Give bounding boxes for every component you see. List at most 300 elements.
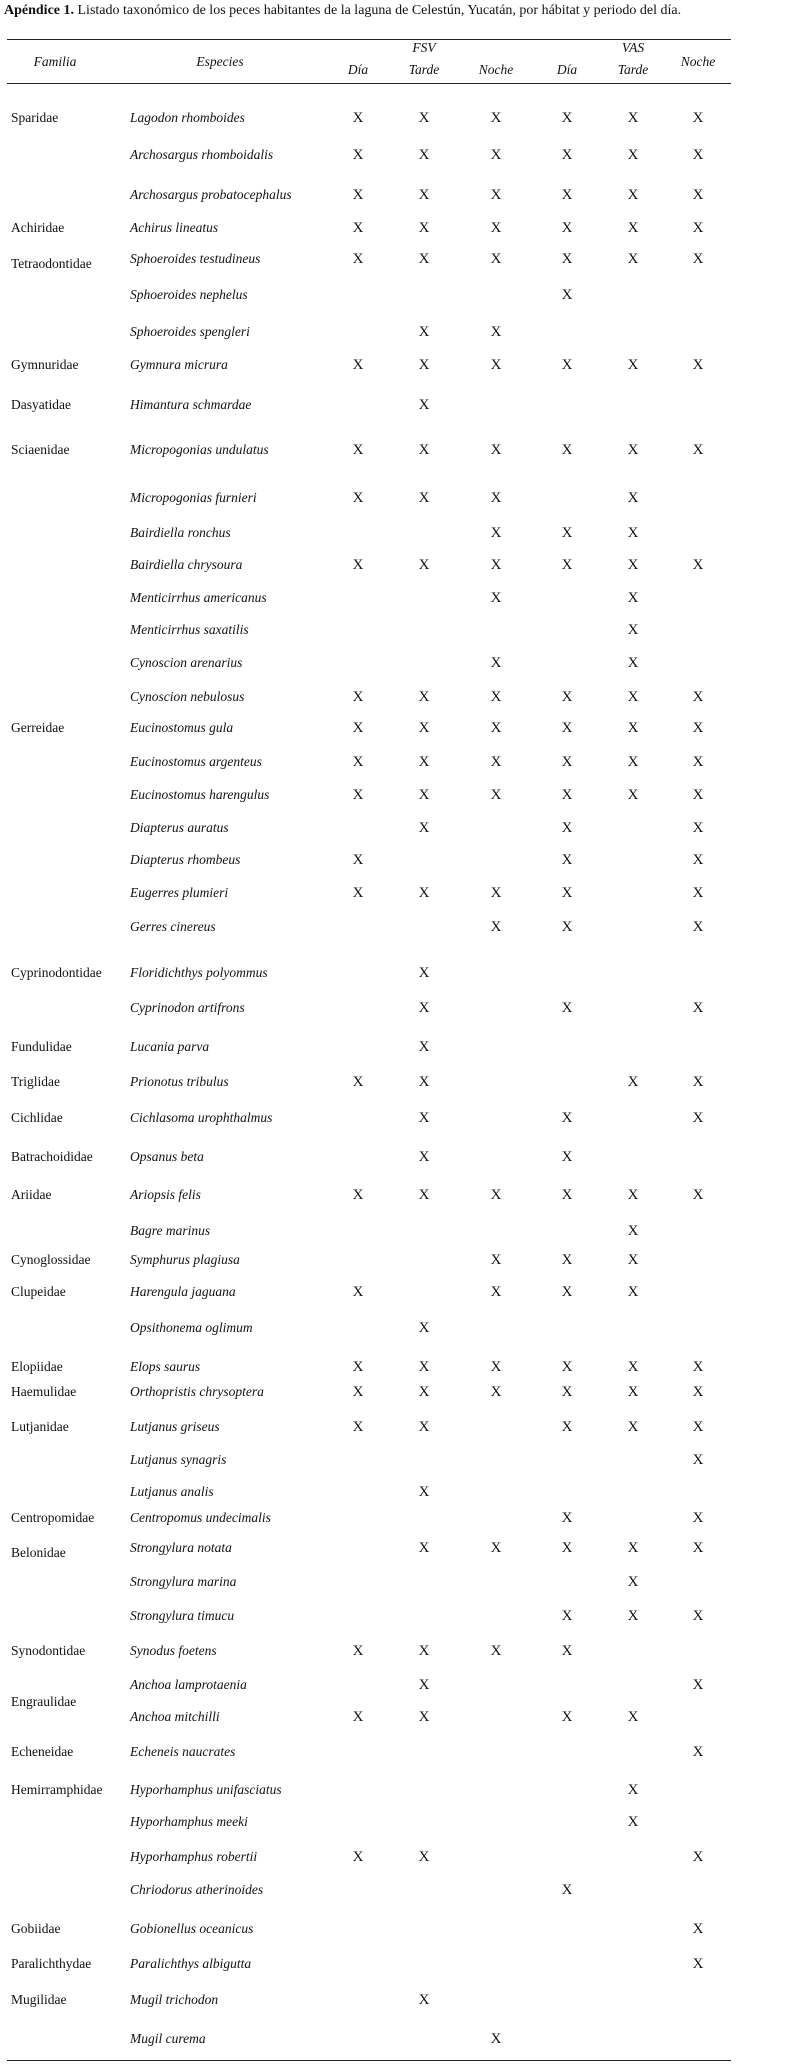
presence-mark-fsv-dia: X [352, 1709, 364, 1725]
presence-mark-vas-noche: X [692, 754, 704, 770]
table-row [0, 963, 788, 983]
species-cell: Diapterus auratus [130, 820, 229, 835]
presence-mark-fsv-tarde: X [418, 1992, 430, 2008]
presence-mark-fsv-dia: X [352, 220, 364, 236]
presence-mark-vas-tarde: X [627, 1252, 639, 1268]
species-cell: Hyporhamphus robertii [130, 1849, 258, 1864]
presence-mark-fsv-tarde: X [418, 1419, 430, 1435]
presence-mark-vas-noche: X [692, 357, 704, 373]
species-cell: Eucinostomus harengulus [130, 787, 270, 802]
table-row [0, 850, 788, 870]
family-cell: Lutjanidae [11, 1419, 69, 1434]
presence-mark-fsv-noche: X [490, 655, 502, 671]
presence-mark-vas-dia: X [561, 1110, 573, 1126]
table-row [0, 1990, 788, 2010]
table-row [0, 1108, 788, 1128]
table-row [0, 218, 788, 238]
presence-mark-fsv-tarde: X [418, 1149, 430, 1165]
species-cell: Ariopsis felis [130, 1187, 201, 1202]
presence-mark-fsv-dia: X [352, 689, 364, 705]
species-cell: Bairdiella chrysoura [130, 557, 243, 572]
presence-mark-fsv-tarde: X [418, 147, 430, 163]
table-row [0, 1606, 788, 1626]
presence-mark-vas-tarde: X [627, 147, 639, 163]
presence-mark-vas-dia: X [561, 1187, 573, 1203]
presence-mark-vas-noche: X [692, 110, 704, 126]
presence-mark-fsv-noche: X [490, 442, 502, 458]
species-cell: Opsanus beta [130, 1149, 204, 1164]
table-row [0, 1417, 788, 1437]
presence-mark-fsv-noche: X [490, 251, 502, 267]
header-rule [7, 83, 731, 84]
presence-mark-fsv-tarde: X [418, 557, 430, 573]
presence-mark-fsv-noche: X [490, 357, 502, 373]
presence-mark-fsv-tarde: X [418, 1110, 430, 1126]
table-row [0, 687, 788, 707]
presence-mark-vas-noche: X [692, 1540, 704, 1556]
presence-mark-vas-dia: X [561, 357, 573, 373]
table-row [0, 185, 788, 205]
species-cell: Bagre marinus [130, 1223, 211, 1238]
species-cell: Sphoeroides nephelus [130, 287, 248, 302]
table-row [0, 1450, 788, 1470]
presence-mark-vas-tarde: X [627, 754, 639, 770]
species-cell: Archosargus probatocephalus [130, 187, 292, 202]
species-cell: Lutjanus analis [130, 1484, 214, 1499]
presence-mark-fsv-noche: X [490, 787, 502, 803]
species-cell: Hyporhamphus meeki [130, 1814, 248, 1829]
species-cell: Achirus lineatus [130, 220, 219, 235]
table-row [0, 718, 788, 738]
presence-mark-vas-tarde: X [627, 110, 639, 126]
presence-mark-vas-noche: X [692, 1677, 704, 1693]
presence-mark-vas-noche: X [692, 1000, 704, 1016]
presence-mark-fsv-noche: X [490, 720, 502, 736]
presence-mark-vas-tarde: X [627, 689, 639, 705]
presence-mark-fsv-noche: X [490, 2031, 502, 2047]
presence-mark-vas-noche: X [692, 220, 704, 236]
presence-mark-fsv-tarde: X [418, 357, 430, 373]
table-row [0, 998, 788, 1018]
presence-mark-fsv-tarde: X [418, 820, 430, 836]
table-row [0, 2029, 788, 2049]
header-especies: Especies [196, 54, 244, 69]
presence-mark-vas-noche: X [692, 1187, 704, 1203]
presence-mark-vas-noche: X [692, 1849, 704, 1865]
table-row [0, 1641, 788, 1661]
family-cell: Dasyatidae [11, 397, 71, 412]
table-row [0, 1508, 788, 1528]
header-group-fsv: FSV [412, 40, 436, 55]
table-row [0, 1742, 788, 1762]
presence-mark-fsv-noche: X [490, 220, 502, 236]
presence-mark-vas-tarde: X [627, 251, 639, 267]
presence-mark-fsv-noche: X [490, 1252, 502, 1268]
table-row [0, 1572, 788, 1592]
presence-mark-vas-tarde: X [627, 557, 639, 573]
presence-mark-vas-noche: X [692, 1921, 704, 1937]
presence-mark-vas-dia: X [561, 1359, 573, 1375]
presence-mark-fsv-dia: X [352, 110, 364, 126]
presence-mark-vas-tarde: X [627, 1284, 639, 1300]
presence-mark-vas-dia: X [561, 251, 573, 267]
table-row [0, 1880, 788, 1900]
presence-mark-fsv-tarde: X [418, 1677, 430, 1693]
presence-mark-fsv-noche: X [490, 1284, 502, 1300]
presence-mark-fsv-tarde: X [418, 1484, 430, 1500]
presence-mark-vas-noche: X [692, 1452, 704, 1468]
family-cell: Engraulidae [11, 1694, 77, 1709]
header-vas-noche: Noche [680, 54, 716, 69]
species-cell: Diapterus rhombeus [130, 852, 241, 867]
table-row [0, 1282, 788, 1302]
presence-mark-fsv-tarde: X [418, 1039, 430, 1055]
presence-mark-fsv-dia: X [352, 1187, 364, 1203]
table-row [0, 1675, 788, 1709]
family-cell: Ariidae [11, 1187, 52, 1202]
table-row [0, 1482, 788, 1502]
species-cell: Strongylura timucu [130, 1608, 235, 1623]
presence-mark-fsv-tarde: X [418, 1849, 430, 1865]
species-cell: Anchoa lamprotaenia [130, 1677, 247, 1692]
presence-mark-vas-noche: X [692, 187, 704, 203]
species-cell: Sphoeroides spengleri [130, 324, 250, 339]
presence-mark-vas-dia: X [561, 919, 573, 935]
table-row [0, 1318, 788, 1338]
presence-mark-fsv-noche: X [490, 110, 502, 126]
presence-mark-vas-tarde: X [627, 1419, 639, 1435]
table-row [0, 1221, 788, 1241]
presence-mark-vas-noche: X [692, 919, 704, 935]
species-cell: Gymnura micrura [130, 357, 228, 372]
family-cell: Sciaenidae [11, 442, 70, 457]
family-cell: Centropomidae [11, 1510, 95, 1525]
header-fsv-noche: Noche [478, 62, 514, 77]
table-row [0, 523, 788, 543]
presence-mark-fsv-tarde: X [418, 110, 430, 126]
presence-mark-vas-noche: X [692, 557, 704, 573]
table-row [0, 1072, 788, 1092]
presence-mark-vas-tarde: X [627, 525, 639, 541]
presence-mark-fsv-tarde: X [418, 1074, 430, 1090]
table-row [0, 588, 788, 608]
presence-mark-fsv-tarde: X [418, 965, 430, 981]
presence-mark-vas-dia: X [561, 287, 573, 303]
table-row [0, 1812, 788, 1832]
family-cell: Synodontidae [11, 1643, 86, 1658]
presence-mark-fsv-dia: X [352, 1359, 364, 1375]
table-row [0, 145, 788, 165]
family-cell: Cyprinodontidae [11, 965, 102, 980]
species-cell: Echeneis naucrates [130, 1744, 236, 1759]
presence-mark-vas-dia: X [561, 1419, 573, 1435]
family-cell: Belonidae [11, 1545, 66, 1560]
table-row [0, 653, 788, 673]
presence-mark-vas-tarde: X [627, 1384, 639, 1400]
species-cell: Eucinostomus argenteus [130, 754, 262, 769]
presence-mark-vas-dia: X [561, 820, 573, 836]
presence-mark-fsv-tarde: X [418, 1384, 430, 1400]
presence-mark-fsv-tarde: X [418, 787, 430, 803]
presence-mark-vas-noche: X [692, 787, 704, 803]
species-cell: Elops saurus [130, 1359, 201, 1374]
header-familia: Familia [33, 54, 77, 69]
header-group-vas: VAS [621, 40, 645, 55]
table-row [0, 355, 788, 375]
presence-mark-vas-tarde: X [627, 490, 639, 506]
species-cell: Cynoscion arenarius [130, 655, 243, 670]
species-cell: Synodus foetens [130, 1643, 217, 1658]
presence-mark-fsv-tarde: X [418, 689, 430, 705]
family-cell: Gymnuridae [11, 357, 79, 372]
table-row [0, 322, 788, 342]
presence-mark-fsv-noche: X [490, 147, 502, 163]
family-cell: Mugilidae [11, 1992, 67, 2007]
presence-mark-fsv-noche: X [490, 1540, 502, 1556]
presence-mark-vas-tarde: X [627, 1709, 639, 1725]
species-cell: Archosargus rhomboidalis [130, 147, 274, 162]
table-row [0, 440, 788, 460]
table-caption [4, 3, 681, 19]
presence-mark-vas-dia: X [561, 787, 573, 803]
presence-mark-vas-dia: X [561, 187, 573, 203]
species-cell: Micropogonias furnieri [130, 490, 257, 505]
species-cell: Menticirrhus saxatilis [130, 622, 249, 637]
presence-mark-vas-tarde: X [627, 187, 639, 203]
species-cell: Gerres cinereus [130, 919, 216, 934]
presence-mark-fsv-tarde: X [418, 885, 430, 901]
presence-mark-vas-dia: X [561, 442, 573, 458]
table-row [0, 285, 788, 305]
presence-mark-vas-dia: X [561, 220, 573, 236]
table-row [0, 1954, 788, 1974]
presence-mark-vas-noche: X [692, 885, 704, 901]
presence-mark-vas-dia: X [561, 1709, 573, 1725]
presence-mark-fsv-tarde: X [418, 397, 430, 413]
species-cell: Lutjanus griseus [130, 1419, 220, 1434]
species-cell: Harengula jaguana [130, 1284, 236, 1299]
presence-mark-fsv-noche: X [490, 885, 502, 901]
table-row [0, 395, 788, 415]
species-cell: Hyporhamphus unifasciatus [130, 1782, 282, 1797]
presence-mark-fsv-dia: X [352, 885, 364, 901]
presence-mark-vas-tarde: X [627, 1608, 639, 1624]
presence-mark-vas-noche: X [692, 1956, 704, 1972]
family-cell: Cichlidae [11, 1110, 63, 1125]
presence-mark-vas-tarde: X [627, 357, 639, 373]
presence-mark-vas-noche: X [692, 1419, 704, 1435]
species-cell: Anchoa mitchilli [130, 1709, 220, 1724]
presence-mark-vas-dia: X [561, 720, 573, 736]
table-row [0, 1780, 788, 1800]
species-cell: Micropogonias undulatus [130, 442, 269, 457]
presence-mark-vas-dia: X [561, 557, 573, 573]
family-cell: Elopiidae [11, 1359, 63, 1374]
presence-mark-vas-tarde: X [627, 655, 639, 671]
presence-mark-fsv-tarde: X [418, 442, 430, 458]
caption-text: Listado taxonómico de los peces habitantes de la laguna de Celestún, Yucatán, por hábitat y periodo del día. [74, 3, 682, 18]
presence-mark-fsv-dia: X [352, 187, 364, 203]
presence-mark-vas-tarde: X [627, 1814, 639, 1830]
presence-mark-fsv-tarde: X [418, 1320, 430, 1336]
presence-mark-vas-dia: X [561, 852, 573, 868]
presence-mark-vas-dia: X [561, 1149, 573, 1165]
presence-mark-vas-dia: X [561, 525, 573, 541]
species-cell: Lutjanus synagris [130, 1452, 227, 1467]
species-cell: Strongylura marina [130, 1574, 237, 1589]
presence-mark-fsv-dia: X [352, 1384, 364, 1400]
species-cell: Eugerres plumieri [130, 885, 229, 900]
species-cell: Mugil trichodon [130, 1992, 219, 2007]
presence-mark-vas-dia: X [561, 1608, 573, 1624]
species-cell: Lucania parva [130, 1039, 210, 1054]
table-row [0, 108, 788, 128]
family-cell: Paralichthydae [11, 1956, 92, 1971]
presence-mark-fsv-dia: X [352, 754, 364, 770]
table-row [0, 1250, 788, 1270]
presence-mark-vas-tarde: X [627, 1782, 639, 1798]
presence-mark-vas-tarde: X [627, 590, 639, 606]
presence-mark-vas-noche: X [692, 1744, 704, 1760]
presence-mark-fsv-dia: X [352, 1643, 364, 1659]
presence-mark-vas-tarde: X [627, 720, 639, 736]
presence-mark-vas-noche: X [692, 1608, 704, 1624]
presence-mark-vas-dia: X [561, 1540, 573, 1556]
species-cell: Eucinostomus gula [130, 720, 234, 735]
presence-mark-vas-noche: X [692, 852, 704, 868]
table-row [0, 1847, 788, 1867]
presence-mark-vas-dia: X [561, 1882, 573, 1898]
table-row [0, 1919, 788, 1939]
species-cell: Sphoeroides testudineus [130, 251, 261, 266]
species-cell: Himantura schmardae [130, 397, 252, 412]
table-row [0, 883, 788, 903]
presence-mark-fsv-noche: X [490, 1384, 502, 1400]
species-cell: Symphurus plagiusa [130, 1252, 240, 1267]
presence-mark-fsv-tarde: X [418, 1643, 430, 1659]
species-cell: Strongylura notata [130, 1540, 232, 1555]
table-row [0, 1538, 788, 1558]
family-cell: Gobiidae [11, 1921, 61, 1936]
presence-mark-fsv-noche: X [490, 490, 502, 506]
presence-mark-vas-noche: X [692, 820, 704, 836]
family-cell: Gerreidae [11, 720, 65, 735]
presence-mark-fsv-tarde: X [418, 1000, 430, 1016]
presence-mark-fsv-tarde: X [418, 754, 430, 770]
species-cell: Cynoscion nebulosus [130, 689, 245, 704]
family-cell: Haemulidae [11, 1384, 77, 1399]
presence-mark-fsv-tarde: X [418, 490, 430, 506]
species-cell: Centropomus undecimalis [130, 1510, 271, 1525]
presence-mark-fsv-noche: X [490, 919, 502, 935]
presence-mark-fsv-noche: X [490, 1643, 502, 1659]
presence-mark-vas-dia: X [561, 1252, 573, 1268]
family-cell: Cynoglossidae [11, 1252, 91, 1267]
presence-mark-vas-noche: X [692, 1074, 704, 1090]
presence-mark-fsv-dia: X [352, 1849, 364, 1865]
presence-mark-vas-tarde: X [627, 1574, 639, 1590]
presence-mark-fsv-dia: X [352, 852, 364, 868]
family-cell: Fundulidae [11, 1039, 72, 1054]
presence-mark-vas-noche: X [692, 720, 704, 736]
presence-mark-fsv-noche: X [490, 1359, 502, 1375]
table-row [0, 1037, 788, 1057]
presence-mark-fsv-tarde: X [418, 324, 430, 340]
family-cell: Triglidae [11, 1074, 61, 1089]
caption-label: Apéndice 1. [4, 3, 74, 18]
presence-mark-fsv-dia: X [352, 490, 364, 506]
species-cell: Mugil curema [130, 2031, 206, 2046]
table-row [0, 752, 788, 772]
presence-mark-vas-dia: X [561, 754, 573, 770]
presence-mark-fsv-tarde: X [418, 1359, 430, 1375]
presence-mark-fsv-tarde: X [418, 251, 430, 267]
presence-mark-vas-dia: X [561, 147, 573, 163]
table-row [0, 1147, 788, 1167]
table-row [0, 1357, 788, 1377]
presence-mark-vas-noche: X [692, 1384, 704, 1400]
presence-mark-fsv-tarde: X [418, 1709, 430, 1725]
presence-mark-vas-tarde: X [627, 1223, 639, 1239]
family-cell: Hemirramphidae [11, 1782, 103, 1797]
header-vas-dia: Día [556, 62, 578, 77]
presence-mark-fsv-dia: X [352, 1419, 364, 1435]
presence-mark-fsv-dia: X [352, 557, 364, 573]
presence-mark-fsv-dia: X [352, 147, 364, 163]
family-cell: Echeneidae [11, 1744, 74, 1759]
table-row [0, 1185, 788, 1205]
presence-mark-vas-noche: X [692, 442, 704, 458]
presence-mark-fsv-dia: X [352, 1284, 364, 1300]
table-row [0, 555, 788, 575]
presence-mark-vas-dia: X [561, 110, 573, 126]
species-cell: Lagodon rhomboides [130, 110, 245, 125]
table-row [0, 1707, 788, 1727]
species-cell: Orthopristis chrysoptera [130, 1384, 264, 1399]
presence-mark-vas-dia: X [561, 1284, 573, 1300]
presence-mark-fsv-noche: X [490, 754, 502, 770]
presence-mark-vas-tarde: X [627, 787, 639, 803]
family-cell: Batrachoididae [11, 1149, 93, 1164]
species-cell: Chriodorus atherinoides [130, 1882, 264, 1897]
presence-mark-vas-noche: X [692, 1110, 704, 1126]
presence-mark-vas-noche: X [692, 147, 704, 163]
table-row [0, 785, 788, 805]
presence-mark-fsv-dia: X [352, 357, 364, 373]
presence-mark-fsv-tarde: X [418, 220, 430, 236]
species-cell: Cyprinodon artifrons [130, 1000, 245, 1015]
presence-mark-fsv-dia: X [352, 442, 364, 458]
table-row [0, 249, 788, 269]
table-row [0, 917, 788, 937]
presence-mark-fsv-noche: X [490, 1187, 502, 1203]
species-cell: Cichlasoma urophthalmus [130, 1110, 273, 1125]
family-cell: Clupeidae [11, 1284, 66, 1299]
presence-mark-vas-dia: X [561, 1643, 573, 1659]
presence-mark-vas-tarde: X [627, 1187, 639, 1203]
species-cell: Bairdiella ronchus [130, 525, 231, 540]
species-cell: Paralichthys albigutta [130, 1956, 252, 1971]
presence-mark-vas-dia: X [561, 885, 573, 901]
presence-mark-fsv-noche: X [490, 187, 502, 203]
bottom-rule [7, 2060, 731, 2061]
presence-mark-vas-tarde: X [627, 442, 639, 458]
header-vas-tarde: Tarde [617, 62, 649, 77]
presence-mark-vas-tarde: X [627, 1359, 639, 1375]
presence-mark-fsv-noche: X [490, 689, 502, 705]
presence-mark-vas-dia: X [561, 1384, 573, 1400]
presence-mark-fsv-noche: X [490, 590, 502, 606]
